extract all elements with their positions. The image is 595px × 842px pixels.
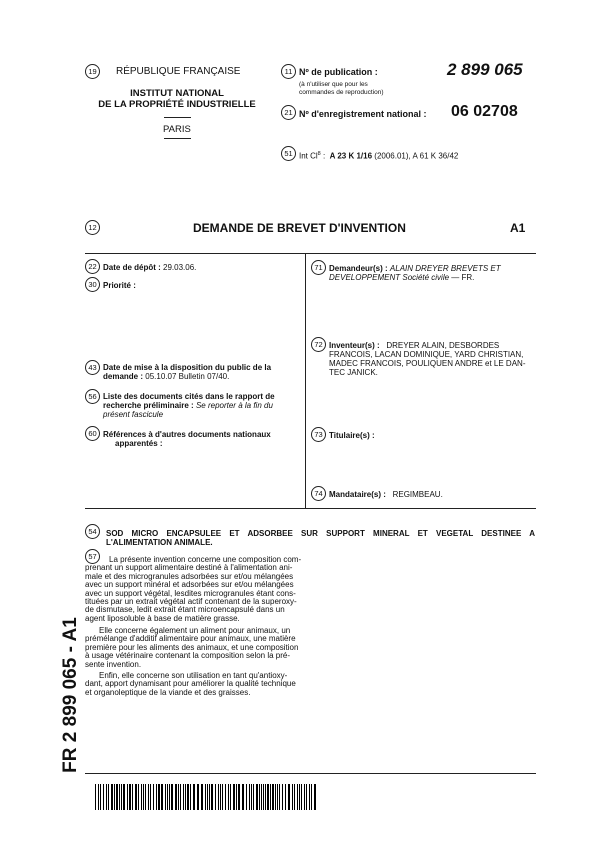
barcode-bar — [98, 784, 99, 810]
document-type-title: DEMANDE DE BREVET D'INVENTION — [193, 221, 406, 235]
barcode-bar — [138, 784, 139, 810]
barcode-bar — [119, 784, 120, 810]
barcode-bar — [309, 784, 310, 810]
barcode-bar — [297, 784, 298, 810]
barcode-bar — [108, 784, 109, 810]
applicant-name-cont: DEVELOPPEMENT — [329, 273, 401, 282]
barcode-bar — [259, 784, 260, 810]
public-availability-label-end: demande : — [103, 372, 144, 381]
filing-date-label: Date de dépôt : — [103, 263, 161, 272]
barcode-bar — [230, 784, 231, 810]
inid-code-19: 19 — [85, 64, 100, 79]
barcode-bar — [253, 784, 254, 810]
cited-documents-label-end: recherche préliminaire : — [103, 401, 194, 410]
related-documents-label-end: apparentés : — [115, 439, 163, 448]
cited-documents — [103, 392, 298, 419]
filing-date-value: 29.03.06. — [163, 263, 197, 272]
abstract-line: avec un support végétal, lesdites microgranules étant cons- — [85, 588, 296, 598]
document-kind-code: A1 — [510, 221, 526, 235]
barcode-bar — [220, 784, 221, 810]
cited-documents-value-end: présent fascicule — [103, 410, 164, 419]
barcode-bar — [116, 784, 118, 810]
barcode-bar — [249, 784, 250, 810]
barcode-bar — [121, 784, 122, 810]
applicant — [329, 264, 534, 282]
barcode-bar — [236, 784, 237, 810]
inid-code-73: 73 — [311, 427, 326, 442]
barcode-bar — [127, 784, 128, 810]
inventors-line: TEC JANICK. — [329, 368, 378, 377]
inventors — [329, 341, 535, 377]
publication-note — [299, 81, 384, 96]
invention-title-line-2: L'ALIMENTATION ANIMALE. — [106, 538, 213, 547]
inventors-line: DREYER ALAIN, DESBORDES — [386, 341, 500, 350]
barcode-bar — [183, 784, 184, 810]
abstract-line: prenant un support alimentaire destiné à l'alimentation ani- — [85, 563, 293, 573]
abstract-line: à usage vétérinaire contenant la composition selon la pré- — [85, 651, 291, 661]
abstract-line: dant, apport dynamisant pour améliorer la qualité technique — [85, 679, 296, 689]
abstract-line: agent liposoluble à base de matière grasse. — [85, 613, 240, 623]
barcode-bar — [288, 784, 290, 810]
barcode-bar — [190, 784, 191, 810]
barcode-bar — [132, 784, 133, 810]
cited-documents-value: Se reporter à la fin du — [195, 401, 273, 410]
int-classification — [299, 150, 458, 161]
public-availability — [103, 363, 298, 381]
abstract-paragraph-3 — [85, 672, 307, 697]
header-divider — [164, 138, 191, 139]
invention-title-line-1: SOD MICRO ENCAPSULEE ET ADSORBEE SUR SUPPORT MINERAL ET VEGETAL DESTINEE A — [106, 529, 535, 538]
inid-code-57: 57 — [85, 549, 100, 564]
barcode-bar — [218, 784, 219, 810]
barcode-bar — [238, 784, 240, 810]
abstract-line: avec un support minéral et adsorbées sur et/ou mélangées — [85, 580, 294, 590]
barcode-bar — [294, 784, 295, 810]
barcode-bar — [197, 784, 199, 810]
biblio-column-divider — [305, 253, 306, 508]
barcode-bar — [304, 784, 305, 810]
barcode-bar — [246, 784, 247, 810]
barcode-bar — [161, 784, 163, 810]
barcode-bar — [275, 784, 276, 810]
inid-code-71: 71 — [311, 260, 326, 275]
abstract-line: Enfin, elle concerne son utilisation en tant qu'antioxy- — [99, 671, 288, 680]
inid-code-51: 51 — [281, 146, 296, 161]
inventors-line: MADEC FRANCOIS, POULIQUEN ANDRE et LE DAN- — [329, 359, 526, 368]
barcode-bar — [153, 784, 154, 810]
barcode-bar — [261, 784, 262, 810]
header-divider — [164, 117, 191, 118]
barcode-bar — [193, 784, 195, 810]
barcode-bar — [185, 784, 186, 810]
barcode-bar — [114, 784, 115, 810]
publication-note-line: commandes de reproduction) — [299, 88, 384, 96]
barcode-bar — [222, 784, 223, 810]
barcode-bar — [233, 784, 235, 810]
barcode-bar — [158, 784, 160, 810]
barcode-bar — [201, 784, 203, 810]
abstract-line: première pour les aliments des animaux, et une composition — [85, 642, 299, 652]
barcode-bar — [314, 784, 316, 810]
barcode-bar — [279, 784, 280, 810]
abstract-line: sente invention. — [85, 659, 142, 669]
barcode-bar — [135, 784, 137, 810]
barcode-bar — [311, 784, 312, 810]
agent-label: Mandataire(s) : — [329, 490, 386, 499]
barcode-bar — [111, 784, 113, 810]
barcode-bar — [156, 784, 157, 810]
publication-number: 2 899 065 — [447, 60, 523, 79]
abstract-line: La présente invention concerne une composition com- — [109, 555, 302, 564]
intcl-edition: 8 — [317, 151, 321, 157]
side-publication-label: FR 2 899 065 - A1 — [60, 617, 81, 773]
related-documents-label: Références à d'autres documents nationaux — [103, 430, 271, 439]
barcode-bar — [129, 784, 131, 810]
abstract-line: prémélange d'additif alimentaire pour animaux, une matière — [85, 634, 296, 644]
barcode-bar — [225, 784, 226, 810]
barcode-bar — [285, 784, 286, 810]
barcode-bar — [270, 784, 271, 810]
publication-note-line: (à n'utiliser que pour les — [299, 81, 368, 88]
barcode-bar — [178, 784, 179, 810]
institute-line-1: INSTITUT NATIONAL — [130, 88, 224, 99]
holder-label: Titulaire(s) : — [329, 431, 375, 440]
inid-code-43: 43 — [85, 360, 100, 375]
applicant-country: — FR. — [451, 273, 475, 282]
publication-label: Nº de publication : — [299, 67, 378, 77]
barcode — [95, 784, 317, 810]
inventors-line: FRANCOIS, LACAN DOMINIQUE, YARD CHRISTIAN, — [329, 350, 524, 359]
abstract-paragraph-1 — [85, 556, 307, 623]
barcode-bar — [265, 784, 266, 810]
city-name: PARIS — [163, 124, 191, 135]
barcode-bar — [167, 784, 168, 810]
intcl-separator: : — [322, 151, 326, 161]
intcl-rest: (2006.01), A 61 K 36/42 — [374, 151, 459, 161]
barcode-bar — [209, 784, 210, 810]
barcode-bar — [211, 784, 213, 810]
barcode-bar — [277, 784, 278, 810]
inid-code-72: 72 — [311, 337, 326, 352]
inid-code-54: 54 — [85, 524, 100, 539]
barcode-bar — [187, 784, 189, 810]
barcode-bar — [299, 784, 300, 810]
abstract-line: male et des microgranules adsorbées sur et/ou mélangées — [85, 571, 294, 581]
barcode-bar — [207, 784, 208, 810]
barcode-bar — [228, 784, 229, 810]
barcode-bar — [301, 784, 302, 810]
barcode-bar — [180, 784, 181, 810]
barcode-bar — [95, 784, 96, 810]
inid-code-12: 12 — [85, 220, 100, 235]
barcode-bar — [205, 784, 206, 810]
intcl-label: Int Cl — [299, 151, 318, 161]
cited-documents-label: Liste des documents cités dans le rapport de — [103, 392, 275, 401]
institute-name — [98, 88, 256, 110]
inid-code-30: 30 — [85, 277, 100, 292]
barcode-bar — [175, 784, 177, 810]
barcode-bar — [150, 784, 151, 810]
registration-number: 06 02708 — [451, 103, 518, 120]
abstract-line: tituées par un extrait végétal actif contenant de la superoxy- — [85, 597, 297, 607]
barcode-bar — [169, 784, 170, 810]
biblio-bottom-rule — [85, 508, 536, 509]
barcode-bar — [263, 784, 264, 810]
inid-code-74: 74 — [311, 486, 326, 501]
barcode-bar — [143, 784, 144, 810]
barcode-bar — [100, 784, 101, 810]
barcode-bar — [145, 784, 146, 810]
applicant-name: ALAIN DREYER BREVETS ET — [389, 264, 501, 273]
barcode-bar — [141, 784, 142, 810]
biblio-top-rule — [85, 253, 536, 254]
barcode-bar — [215, 784, 216, 810]
footer-rule — [85, 773, 536, 774]
barcode-bar — [306, 784, 307, 810]
abstract-line: et organoleptique de la viande et des graisses. — [85, 687, 251, 697]
abstract-paragraph-2 — [85, 627, 307, 669]
inventors-label: Inventeur(s) : — [329, 341, 380, 350]
inid-code-56: 56 — [85, 389, 100, 404]
barcode-bar — [282, 784, 283, 810]
filing-date — [103, 263, 196, 272]
applicant-label: Demandeur(s) : — [329, 264, 388, 273]
barcode-bar — [267, 784, 269, 810]
barcode-bar — [103, 784, 104, 810]
invention-title — [106, 529, 535, 547]
barcode-bar — [292, 784, 293, 810]
barcode-bar — [242, 784, 244, 810]
country-name: RÉPUBLIQUE FRANÇAISE — [116, 66, 241, 77]
intcl-main: A 23 K 1/16 — [329, 151, 373, 161]
barcode-bar — [272, 784, 274, 810]
institute-line-2: DE LA PROPRIÉTÉ INDUSTRIELLE — [98, 99, 256, 110]
barcode-bar — [123, 784, 125, 810]
public-availability-label: Date de mise à la disposition du public de la — [103, 363, 272, 372]
inid-code-21: 21 — [281, 105, 296, 120]
agent — [329, 490, 443, 499]
barcode-bar — [148, 784, 149, 810]
applicant-legal-form: Société civile — [402, 273, 450, 282]
barcode-bar — [106, 784, 107, 810]
public-availability-value: 05.10.07 Bulletin 07/40. — [145, 372, 230, 381]
abstract-line: de dismutase, ledit extrait étant microencapsulé dans un — [85, 605, 285, 615]
priority-label: Priorité : — [103, 281, 136, 290]
related-national-documents — [103, 430, 298, 448]
inid-code-60: 60 — [85, 426, 100, 441]
barcode-bar — [256, 784, 258, 810]
barcode-bar — [165, 784, 166, 810]
registration-label: Nº d'enregistrement national : — [299, 109, 427, 119]
agent-name: REGIMBEAU. — [392, 490, 443, 499]
inid-code-22: 22 — [85, 259, 100, 274]
barcode-bar — [171, 784, 173, 810]
barcode-bar — [251, 784, 252, 810]
inid-code-11: 11 — [281, 64, 296, 79]
abstract-line: Elle concerne également un aliment pour animaux, un — [99, 626, 291, 635]
